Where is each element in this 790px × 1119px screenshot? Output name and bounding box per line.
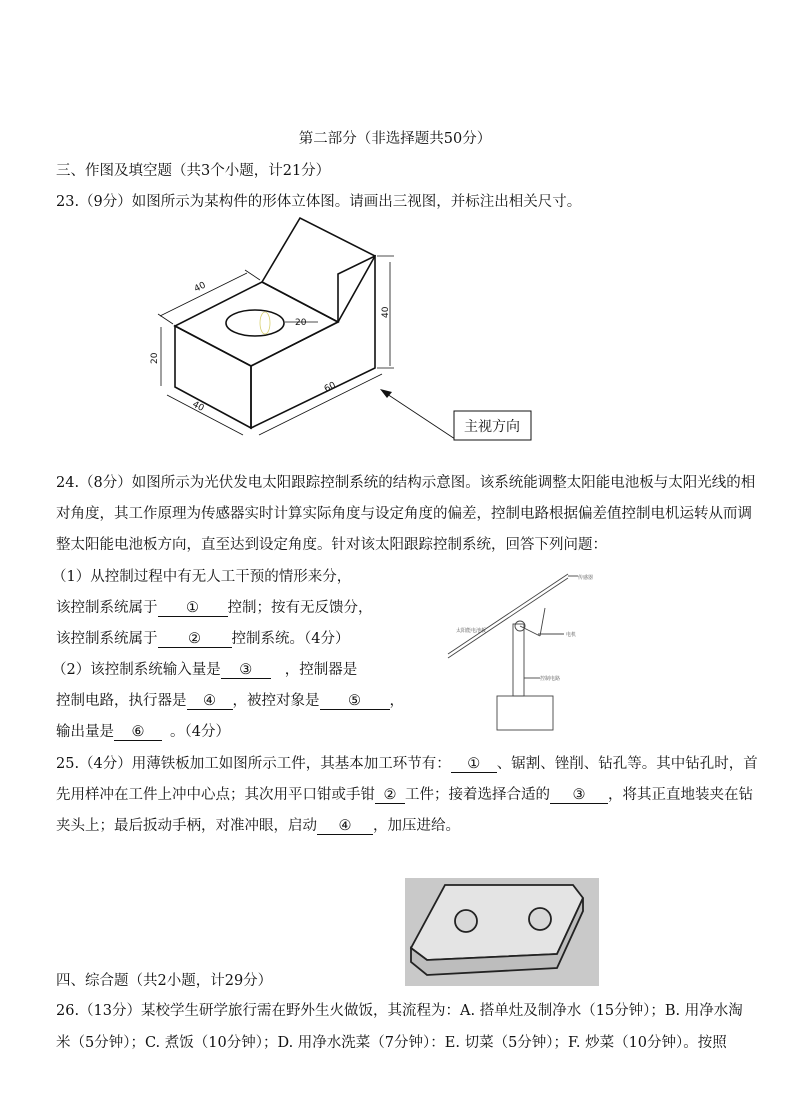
q26-line2: 米（5分钟）；C. 煮饭（10分钟）；D. 用净水洗菜（7分钟）：E. 切菜（5分钟）；F. 炒菜（10分钟）。按照 xyxy=(56,1035,727,1051)
dim-40-bottom: 40 xyxy=(190,399,206,414)
q24-sub1-b: 该控制系统属于 ① 控制；按有无反馈分， xyxy=(56,600,373,616)
label-sensor: 传感器 xyxy=(578,575,594,581)
q24-blank-1[interactable]: ① xyxy=(158,601,228,617)
q24-blank-3[interactable]: ③ xyxy=(221,663,271,679)
view-direction-label: 主视方向 xyxy=(464,419,520,435)
label-circuit: 控制电路 xyxy=(540,676,561,682)
dim-40-right: 40 xyxy=(381,306,391,318)
section-4-heading: 四、综合题（共2小题，计29分） xyxy=(56,973,273,989)
right-face xyxy=(251,256,375,428)
label-panel: 太阳能电池板 xyxy=(456,628,487,634)
q24-sub1-c: 该控制系统属于 ② 控制系统。（4分） xyxy=(56,631,350,647)
hole-right xyxy=(529,908,551,930)
q24-sub2-a: （2）该控制系统输入量是 ③ ，控制器是 xyxy=(52,662,358,678)
dim-40-top: 40 xyxy=(192,280,208,295)
q25-blank-1[interactable]: ① xyxy=(451,757,497,773)
q23-text: 23.（9分）如图所示为某构件的形体立体图。请画出三视图，并标注出相关尺寸。 xyxy=(56,194,582,210)
dim-60: 60 xyxy=(322,380,338,395)
part-title: 第二部分（非选择题共50分） xyxy=(298,131,492,147)
solar-panel xyxy=(448,574,568,654)
q25-line2: 先用样冲在工件上冲中心点；其次用平口钳或手钳 ② 工件；接着选择合适的 ③ ，将其正直地装夹在钻 xyxy=(56,787,753,803)
support-post xyxy=(513,624,524,696)
q24-blank-6[interactable]: ⑥ xyxy=(114,725,162,741)
q24-blank-5[interactable]: ⑤ xyxy=(320,694,390,710)
q24-sub1-a: （1）从控制过程中有无人工干预的情形来分， xyxy=(52,569,352,585)
q24-solar-tracker-figure xyxy=(440,566,600,736)
q25-blank-4[interactable]: ④ xyxy=(317,819,373,835)
label-motor: 电机 xyxy=(566,632,577,638)
q25-blank-2[interactable]: ② xyxy=(375,788,405,804)
q23-isometric-figure xyxy=(140,212,560,447)
q24-blank-2[interactable]: ② xyxy=(158,632,232,648)
hole-left xyxy=(455,910,477,932)
q25-line1: 25.（4分）用薄铁板加工如图所示工件，其基本加工环节有： ① 、锯割、锉削、钻孔等。其中钻孔时，首 xyxy=(56,756,758,772)
base-box xyxy=(497,696,553,730)
q24-line1: 24.（8分）如图所示为光伏发电太阳跟踪控制系统的结构示意图。该系统能调整太阳能电池板与太阳光线的相 xyxy=(56,475,756,491)
q25-blank-3[interactable]: ③ xyxy=(550,788,608,804)
dim-20-hole: 20 xyxy=(295,318,307,328)
q24-line3: 整太阳能电池板方向，直至达到设定角度。针对该太阳跟踪控制系统，回答下列问题： xyxy=(56,537,607,553)
top-face xyxy=(175,282,338,366)
q24-blank-4[interactable]: ④ xyxy=(187,694,233,710)
q25-workpiece-figure xyxy=(405,878,599,986)
q24-line2: 对角度，其工作原理为传感器实时计算实际角度与设定角度的偏差，控制电路根据偏差值控制电机运转从而调 xyxy=(56,506,752,522)
q26-line1: 26.（13分）某校学生研学旅行需在野外生火做饭，其流程为：A. 搭单灶及制净水（15分钟）；B. 用净水淘 xyxy=(56,1003,743,1019)
front-face xyxy=(175,326,251,428)
hole xyxy=(226,310,284,336)
dim-20-left: 20 xyxy=(150,352,160,364)
section-3-heading: 三、作图及填空题（共3个小题，计21分） xyxy=(56,163,331,179)
q24-sub2-b: 控制电路，执行器是 ④ ，被控对象是 ⑤ ， xyxy=(56,693,404,709)
q25-line3: 夹头上；最后扳动手柄，对准冲眼，启动 ④ ，加压进给。 xyxy=(56,818,460,834)
q24-sub2-c: 输出量是 ⑥ 。（4分） xyxy=(56,724,230,740)
slant-face xyxy=(262,218,375,322)
